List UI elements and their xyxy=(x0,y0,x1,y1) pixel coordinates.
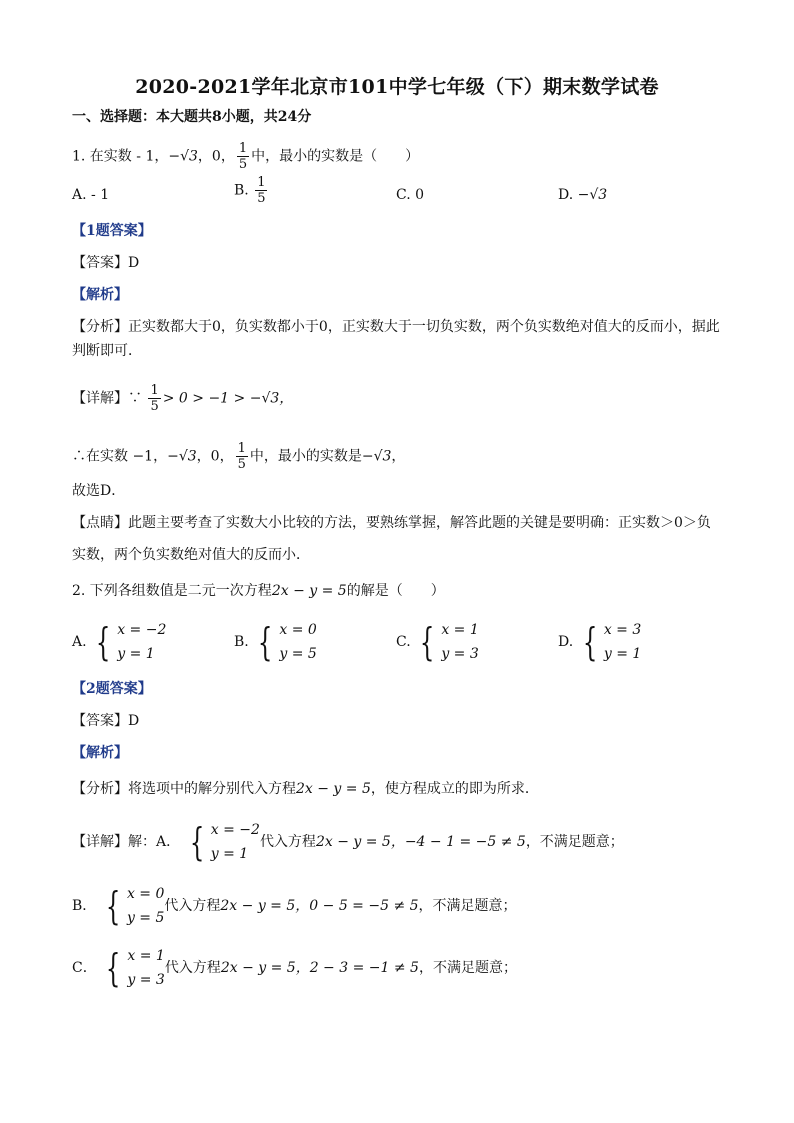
q1-fenxi: 【分析】正实数都大于0，负实数都小于0，正实数大于一切负实数，两个负实数绝对值大的反而小，据此 xyxy=(72,319,720,335)
q1-option-c: C. 0 xyxy=(396,187,425,203)
substitute-text: 代入方程 xyxy=(259,834,316,850)
system-y: y = 5 xyxy=(126,910,165,926)
q2-detail-b xyxy=(72,882,517,930)
q1-answer-header: 【1题答案】 xyxy=(72,223,152,239)
q1-option-d-label: D. xyxy=(558,187,574,203)
q1-suffix: 中，最小的实数是（ ） xyxy=(251,148,420,165)
brace-icon: { xyxy=(419,620,435,664)
fraction-denominator: 5 xyxy=(238,157,248,172)
substitute-text: 代入方程 xyxy=(164,898,221,914)
q2-analysis-header: 【解析】 xyxy=(72,745,128,761)
fraction-numerator: 1 xyxy=(237,441,246,456)
conclusion: ，不满足题意； xyxy=(418,898,517,914)
q1-answer: 【答案】D xyxy=(72,255,140,271)
system-x: x = −2 xyxy=(210,822,260,838)
equation-system xyxy=(415,618,479,666)
system-x: x = 0 xyxy=(279,622,317,638)
q1-therefore xyxy=(72,442,405,471)
equation: 2x − y = 5 xyxy=(220,960,296,976)
q1-option-b xyxy=(234,176,269,205)
equation-system xyxy=(253,618,317,666)
system-x: x = −2 xyxy=(117,622,167,638)
q1-fraction xyxy=(237,142,249,171)
therefore-mid: ，0， xyxy=(196,448,234,465)
q2-detail-a xyxy=(72,818,624,866)
equation: 2x − y = 5 xyxy=(220,898,296,914)
system-y: y = 3 xyxy=(441,646,479,662)
equation-system xyxy=(101,882,165,930)
q1-dianjing: 【点睛】此题主要考查了实数大小比较的方法，要熟练掌握，解答此题的关键是要明确：正实数＞0＞负 xyxy=(72,515,711,531)
question-2-stem xyxy=(72,580,445,602)
q2-option-b xyxy=(234,618,317,666)
system-y: y = 1 xyxy=(117,646,155,662)
equation: 2x − y = 5 xyxy=(315,834,391,850)
q1-option-a: A. - 1 xyxy=(72,187,110,203)
q2-option-c-label: C. xyxy=(396,634,411,650)
q2-detail-c xyxy=(72,944,517,992)
q1-prefix: 1. 在实数 - 1， xyxy=(72,148,169,165)
substitute-text: 代入方程 xyxy=(164,960,221,976)
q2-fenxi xyxy=(72,778,539,800)
system-x: x = 0 xyxy=(126,886,165,902)
q1-mid: ，0， xyxy=(197,148,235,165)
q2-option-b-label: B. xyxy=(234,634,249,650)
therefore-text: ∴在实数 −1， xyxy=(72,448,168,465)
system-x: x = 1 xyxy=(441,622,479,638)
brace-icon: { xyxy=(105,884,121,928)
q1-option-b-fraction xyxy=(255,176,267,205)
brace-icon: { xyxy=(189,820,204,864)
q2-option-a xyxy=(72,618,166,666)
q2-equation: 2x − y = 5 xyxy=(271,583,347,599)
equation-system xyxy=(185,818,260,866)
q1-analysis-header: 【解析】 xyxy=(72,287,128,303)
q2-option-d-label: D. xyxy=(558,634,574,650)
q1-choose: 故选D． xyxy=(72,483,126,499)
q2-option-c xyxy=(396,618,479,666)
therefore-text-2: 中，最小的实数是 xyxy=(249,448,362,465)
equation-system xyxy=(578,618,642,666)
system-y: y = 5 xyxy=(279,646,317,662)
system-x: x = 3 xyxy=(603,622,642,638)
q1-dianjing-cont: 实数，两个负实数绝对值大的反而小． xyxy=(72,547,310,563)
q2-fenxi-a: 【分析】将选项中的解分别代入方程 xyxy=(72,781,296,797)
calculation: ，−4 − 1 = −5 ≠ 5 xyxy=(390,834,526,850)
conclusion: ，不满足题意； xyxy=(418,960,517,976)
q2-stem-a: 2. 下列各组数值是二元一次方程 xyxy=(72,583,272,599)
fraction-denominator: 5 xyxy=(237,457,246,472)
equation-system xyxy=(91,618,166,666)
q1-detail-inequality: > 0 > −1 > −√3， xyxy=(162,390,294,407)
section-heading: 一、选择题：本大题共8小题，共24分 xyxy=(72,109,312,125)
q2-fenxi-b: ，使方程成立的即为所求． xyxy=(370,781,539,797)
page-title: 2020-2021学年北京市101中学七年级（下）期末数学试卷 xyxy=(135,76,659,98)
q1-detail xyxy=(72,384,293,413)
system-y: y = 1 xyxy=(210,846,249,862)
conclusion: ，不满足题意； xyxy=(525,834,624,850)
q2-option-d xyxy=(558,618,641,666)
q2-answer-header: 【2题答案】 xyxy=(72,681,152,697)
q1-option-d-value: −√3 xyxy=(577,187,608,203)
q2-detail-b-prefix: B． xyxy=(72,898,97,914)
fraction-numerator: 1 xyxy=(238,141,248,156)
fraction-denominator: 5 xyxy=(257,191,266,206)
q1-neg-sqrt3: −√3 xyxy=(168,148,198,165)
fraction-numerator: 1 xyxy=(257,175,266,190)
q2-fenxi-equation: 2x − y = 5 xyxy=(296,781,371,797)
brace-icon: { xyxy=(258,620,273,664)
system-y: y = 3 xyxy=(127,972,165,988)
therefore-neg-sqrt3: −√3 xyxy=(167,448,197,465)
q2-option-a-label: A. xyxy=(72,634,87,650)
brace-icon: { xyxy=(106,946,121,990)
therefore-result: −√3 xyxy=(361,448,392,465)
fraction-denominator: 5 xyxy=(150,399,159,414)
therefore-comma: ， xyxy=(391,448,406,465)
calculation: ，2 − 3 = −1 ≠ 5 xyxy=(295,960,419,976)
q2-stem-b: 的解是（ ） xyxy=(346,583,445,599)
q2-detail-a-prefix: 解：A． xyxy=(128,834,181,850)
q2-detail-tag: 【详解】 xyxy=(72,834,128,850)
calculation: ，0 − 5 = −5 ≠ 5 xyxy=(295,898,419,914)
fraction-numerator: 1 xyxy=(150,383,159,398)
question-1-stem xyxy=(72,142,419,171)
brace-icon: { xyxy=(582,620,597,664)
q1-detail-tag: 【详解】 xyxy=(72,390,128,407)
brace-icon: { xyxy=(95,620,111,664)
system-x: x = 1 xyxy=(127,948,165,964)
q1-option-d xyxy=(558,184,607,206)
q1-fenxi-cont: 判断即可． xyxy=(72,343,142,359)
equation-system xyxy=(101,944,165,992)
system-y: y = 1 xyxy=(603,646,642,662)
q1-option-b-label: B. xyxy=(234,182,249,199)
q2-detail-c-prefix: C． xyxy=(72,960,97,976)
q2-answer: 【答案】D xyxy=(72,713,140,729)
because-symbol: ∵ xyxy=(128,390,142,407)
q1-detail-fraction xyxy=(148,384,160,413)
therefore-fraction xyxy=(236,442,248,471)
